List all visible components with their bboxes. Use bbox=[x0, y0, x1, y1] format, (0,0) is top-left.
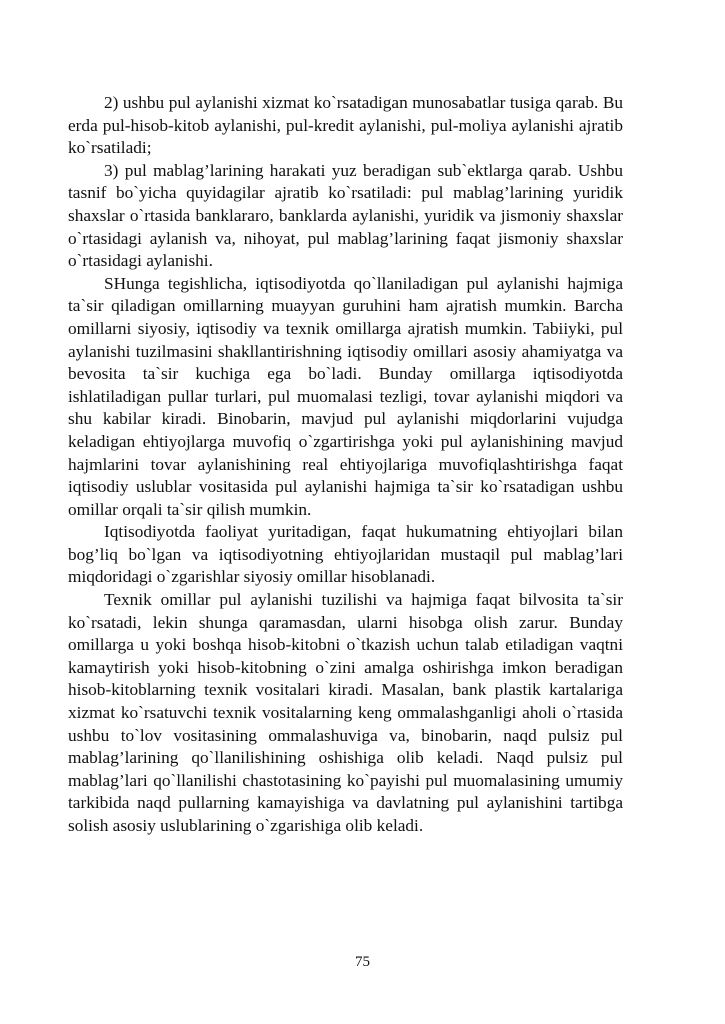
page-number: 75 bbox=[355, 954, 370, 970]
body-text bbox=[68, 92, 623, 838]
paragraph-2: 3) pul mablag’larining harakati yuz beradigan sub`ektlarga qarab. Ushbu tasnif bo`yicha quyidagilar ajratib ko`rsatiladi: pul mablag’larining yuridik shaxslar o`rtasida banklararo, banklarda aylanishi, yuridik va jismoniy shaxslar o`rtasidagi aylanish va, nihoyat, pul mablag’larining faqat jismoniy shaxslar o`rtasidagi aylanishi. bbox=[68, 160, 623, 271]
paragraph-4: Iqtisodiyotda faoliyat yuritadigan, faqat hukumatning ehtiyojlari bilan bog’liq bo`lgan va iqtisodiyotning ehtiyojlaridan mustaqil pul mablag’lari miqdoridagi o`zgarishlar siyosiy omillar hisoblanadi. bbox=[68, 522, 623, 587]
paragraph-5: Texnik omillar pul aylanishi tuzilishi va hajmiga faqat bilvosita ta`sir ko`rsatadi, lekin shunga qaramasdan, ularni hisobga olish zarur. Bunday omillarga u yoki boshqa hisob-kitobni o`tkazish uchun talab etiladigan vaqtni kamaytirish yoki hisob-kitobning o`zini amalga oshirishga imkon beradigan hisob-kitoblarning texnik vositalari kiradi. Masalan, bank plastik kartalariga xizmat ko`rsatuvchi texnik vositalarning keng ommalashganligi aholi o`rtasida ushbu to`lov vositasining ommalashuviga va, binobarin, naqd pulsiz pul mablag’larining qo`llanilishining oshishiga olib keladi. Naqd pulsiz pul mablag’lari qo`llanilishi chastotasining ko`payishi pul muomalasining umumiy tarkibida naqd pullarning kamayishiga va davlatning pul aylanishini tartibga solish asosiy uslublarining o`zgarishiga olib keladi. bbox=[68, 590, 623, 835]
paragraph-3: SHunga tegishlicha, iqtisodiyotda qo`llaniladigan pul aylanishi hajmiga ta`sir qiladigan omillarning muayyan guruhini ham ajratish mumkin. Barcha omillarni siyosiy, iqtisodiy va texnik omillarga ajratish mumkin. Tabiiyki, pul aylanishi tuzilmasini shakllantirishning iqtisodiy omillari asosiy ahamiyatga va bevosita ta`sir kuchiga ega bo`ladi. Bunday omillarga iqtisodiyotda ishlatiladigan pullar turlari, pul muomalasi tezligi, tovar aylanishi miqdori va shu kabilar kiradi. Binobarin, mavjud pul aylanishi miqdorlarini vujudga keladigan ehtiyojlarga muvofiq o`zgartirishga yoki pul aylanishining mavjud hajmlarini tovar aylanishining real ehtiyojlariga muvofiqlashtirishga faqat iqtisodiy uslublar vositasida pul aylanishi hajmiga ta`sir ko`rsatadigan ushbu omillar orqali ta`sir qilish mumkin. bbox=[68, 273, 623, 519]
paragraph-1: 2) ushbu pul aylanishi xizmat ko`rsatadigan munosabatlar tusiga qarab. Bu erda pul-hisob-kitob aylanishi, pul-kredit aylanishi, pul-moliya aylanishi ajratib ko`rsatiladi; bbox=[68, 93, 623, 158]
